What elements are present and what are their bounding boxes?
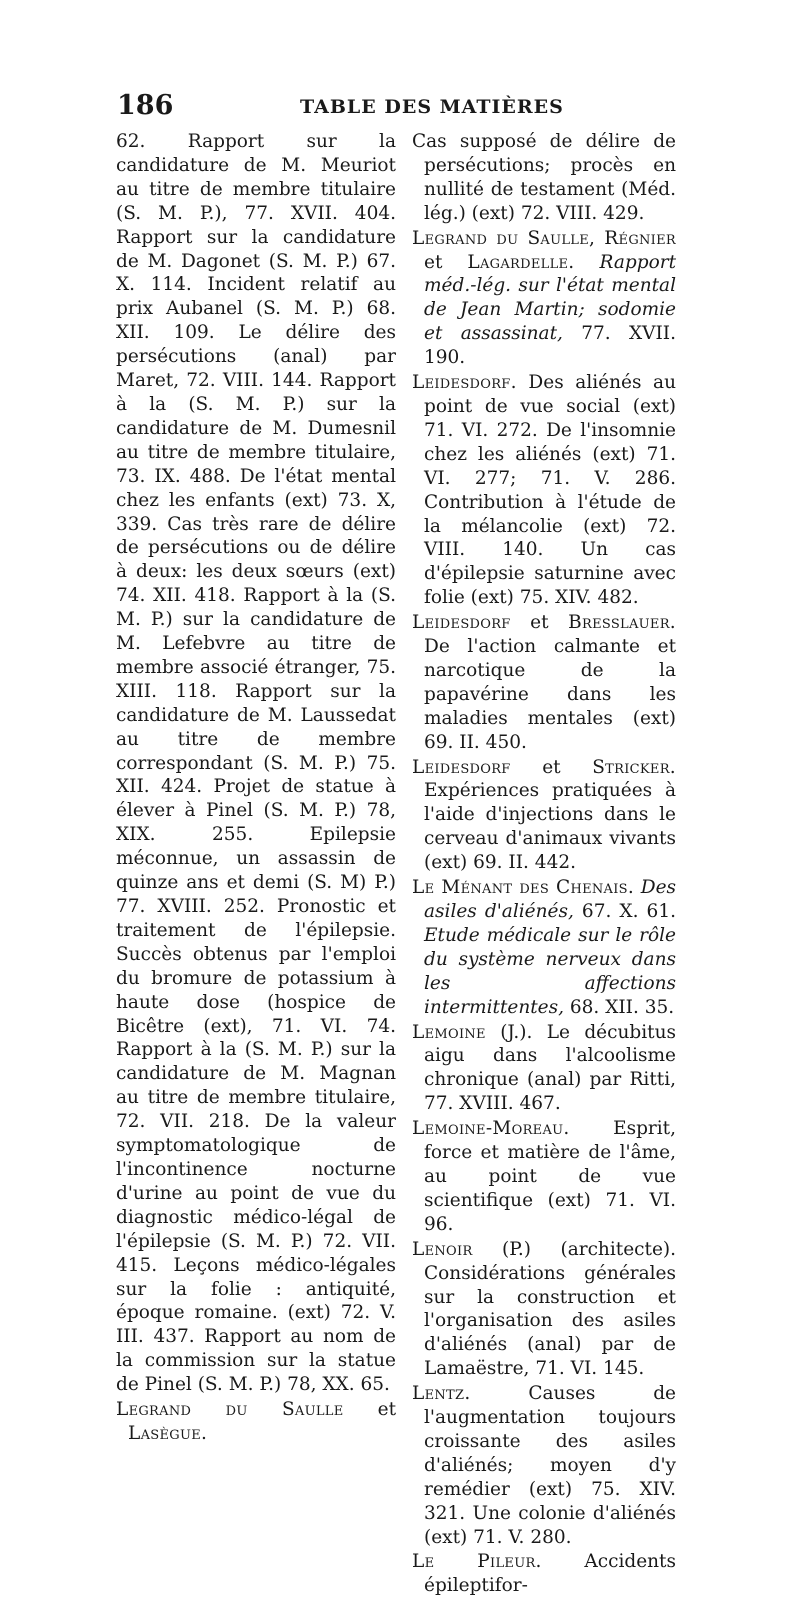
work-title: Des asiles d'aliénés, — [424, 877, 677, 922]
left-column — [116, 130, 396, 1446]
author-name: Lenoir — [412, 1238, 473, 1260]
entry-lemoine: Lemoine (J.). Le décubitus aigu dans l'alcoolisme chronique (anal) par Ritti, 77. XVIII. 467. — [412, 1021, 676, 1115]
running-title: TABLE DES MATIÈRES — [300, 96, 564, 118]
entry-lenoir: Lenoir (P.) (architecte). Considérations générales sur la construction et l'organisation des asiles d'aliénés (anal) par de Lamaëstre, 71. VI. 145. — [412, 1238, 676, 1380]
author-name: Leidesdorf — [412, 756, 511, 778]
entry-legrand-regnier: Legrand du Saulle, Régnier et Lagardelle. Rapport méd.-lég. sur l'état mental de Jean Martin; sodomie et assassinat, 77. XVII. 190. — [412, 227, 676, 369]
entry-leidesdorf-bresslauer: Leidesdorf et Bresslauer. De l'action calmante et narcotique de la papavérine dans les maladies mentales (ext) 69. II. 450. — [412, 612, 676, 753]
entry-lentz: Lentz. Causes de l'augmentation toujours croissante des asiles d'aliénés; moyen d'y remédier (ext) 75. XIV. 321. Une colonie d'aliénés (ext) 71. V. 280. — [412, 1383, 676, 1548]
entry-le-pileur: Le Pileur. Accidents épileptifor- — [412, 1551, 676, 1597]
author-name: Lemoine-Moreau. — [412, 1118, 570, 1140]
author-name: Lagardelle. — [467, 251, 575, 273]
author-name: Lasègue. — [128, 1422, 208, 1444]
author-name: Lentz. — [412, 1383, 471, 1405]
author-name: Lemoine — [412, 1021, 486, 1043]
author-name: Legrand du Saulle — [116, 1399, 344, 1421]
author-name: Le Ménant des Chenais. — [412, 877, 635, 899]
author-name: Le Pileur. — [412, 1551, 542, 1573]
entry-lemoine-moreau: Lemoine-Moreau. Esprit, force et matière de l'âme, au point de vue scientifique (ext) 71. VI. 96. — [412, 1118, 676, 1235]
right-column — [412, 130, 676, 1598]
author-name: Bresslauer. — [568, 612, 676, 634]
work-title: Rapport méd.-lég. sur l'état mental de Jean Martin; sodomie et assassinat, — [424, 251, 676, 345]
author-name: Leidesdorf. — [412, 372, 517, 394]
page-number: 186 — [117, 90, 174, 121]
entry-legrand-lasegue: Legrand du Saulle et Lasègue. — [116, 1399, 397, 1444]
entry-continued-text: Cas supposé de délire de persécutions; procès en nullité de testament (Méd. lég.) (ext) 72. VIII. 429. — [412, 131, 676, 224]
entry-leidesdorf-stricker: Leidesdorf et Stricker. Expériences pratiquées à l'aide d'injections dans le cerveau d'animaux vivants (ext) 69. II. 442. — [412, 756, 676, 874]
author-name: Legrand du Saulle, Régnier — [412, 227, 676, 249]
entry-le-menant: Le Ménant des Chenais. Des asiles d'aliénés, 67. X. 61. Etude médicale sur le rôle du système nerveux dans les affections intermittentes, 68. XII. 35. — [412, 877, 677, 1018]
author-name: Stricker. — [592, 756, 676, 778]
entry-leidesdorf: Leidesdorf. Des aliénés au point de vue social (ext) 71. VI. 272. De l'insomnie chez les aliénés (ext) 71. VI. 277; 71. V. 286. Contribution à l'étude de la mélancolie (ext) 72. VIII. 140. Un cas d'épilepsie saturnine avec folie (ext) 75. XIV. 482. — [412, 372, 676, 609]
work-title: Etude médicale sur le rôle du système nerveux dans les affections intermittentes, — [424, 924, 676, 1018]
entry-continued-text: 62. Rapport sur la candidature de M. Meuriot au titre de membre titulaire (S. M. P.), 77. XVII. 404. Rapport sur la candidature de M. Dagonet (S. M. P.) 67. X. 114. Incident relatif au prix Aubanel (S. M. P.) 68. XII. 109. Le délire des persécutions (anal) par Maret, 72. VIII. 144. Rapport à la (S. M. P.) sur la candidature de M. Dumesnil au titre de membre titulaire, 73. IX. 488. De l'état mental chez les enfants (ext) 73. X, 339. Cas très rare de délire de persécutions ou de délire à deux: les deux sœurs (ext) 74. XII. 418. Rapport à la (S. M. P.) sur la candidature de M. Lefebvre au titre de membre associé étranger, 75. XIII. 118. Rapport sur la candidature de M. Laussedat au titre de membre correspondant (S. M. P.) 75. XII. 424. Projet de statue à élever à Pinel (S. M. P.) 78, XIX. 255. Epilepsie méconnue, un assassin de quinze ans et demi (S. M) P.) 77. XVIII. 252. Pronostic et traitement de l'épilepsie. Succès obtenus par l'emploi du bromure de potassium à haute dose (hospice de Bicêtre (ext), 71. VI. 74. Rapport à la (S. M. P.) sur la candidature de M. Magnan au titre de membre titulaire, 72. VII. 218. De la valeur symptomatologique de l'incontinence nocturne d'urine au point de vue du diagnostic médico-légal de l'épilepsie (S. M. P.) 72. VII. 415. Leçons médico-légales sur la folie : antiquité, époque romaine. (ext) 72. V. III. 437. Rapport au nom de la commission sur la statue de Pinel (S. M. P.) 78, XX. 65. — [116, 131, 396, 1396]
author-name: Leidesdorf — [412, 612, 511, 634]
